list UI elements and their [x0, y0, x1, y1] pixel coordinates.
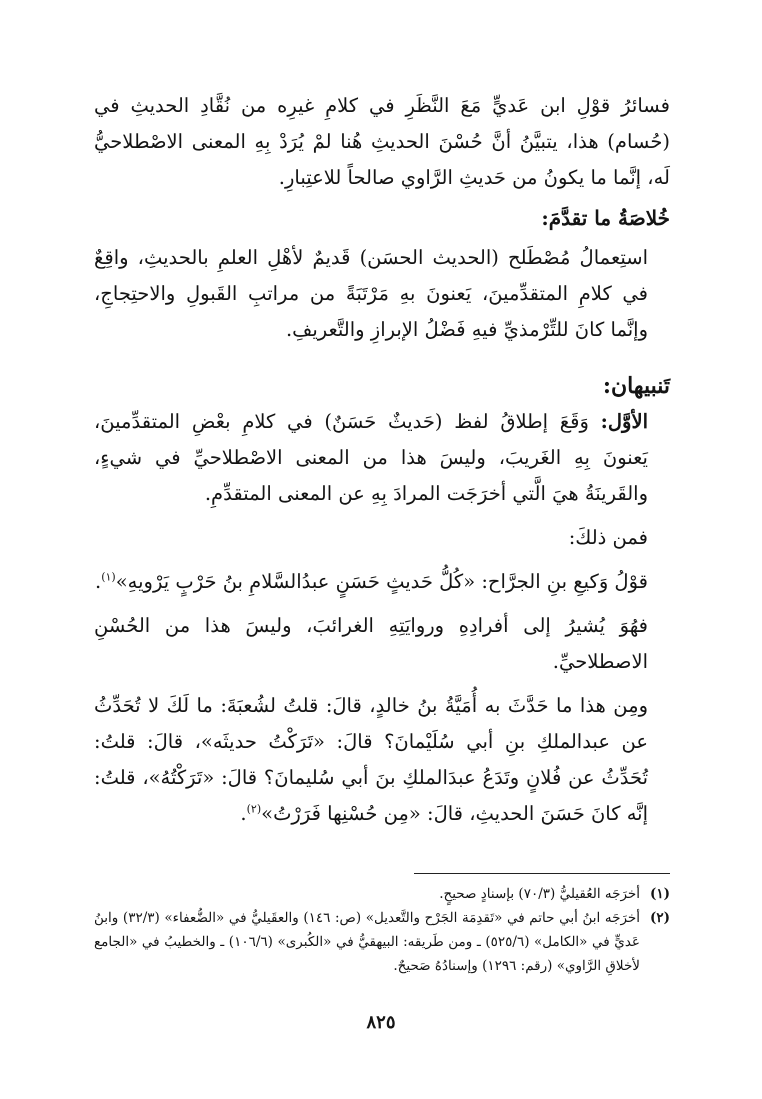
footnote-text: أخرَجَه ابنُ أبي حاتم في «تَقدِمَة الجَرْح والتَّعديل» (ص: ١٤٦) والعقَيليُّ في «الضُّعفاء» (٣٢/٣) وابنُ عَديٍّ في «الكامل» (٥٢٥/٦) ـ ومن طَريقه: البيهقيُّ في «الكُبرى» (١٠٦/٦) ـ والخطيبُ في «الجامع لأخلاقِ الرَّاوي» (رقم: ١٢٩٦) وإسنادُهُ صَحيحٌ.	[94, 910, 640, 974]
waki-quote-paragraph	[94, 564, 670, 600]
first-note-text: وَقَعَ إطلاقُ لفظ (حَديثٌ حَسَنٌ) في كلامِ بعْضِ المتقدِّمينَ، يَعنونَ بِهِ الغَريبَ، وليسَ هذا من المعنى الاصْطلاحيِّ في شيءٍ، والقَرينَةُ هيَ الَّتي أخرَجَت المرادَ بِهِ عن المعنى المتقدِّمِ.	[94, 410, 648, 505]
summary-heading: خُلاصَةُ ما تقدَّمَ:	[541, 206, 670, 230]
first-note-paragraph	[94, 404, 670, 512]
paragraph-1: فسائرُ قوْلِ ابن عَديٍّ مَعَ النَّظَرِ في كلامِ غيرِه من نُقَّادِ الحديثِ في (حُسام) هذا، يتبيَّنُ أنَّ حُسْنَ الحديثِ هُنا لمْ يُرَدْ بِهِ المعنى الاصْطلاحيُّ لَه، إنَّما ما يكونُ من حَديثِ الرَّاوي صالحاً للاعتِبارِ.	[94, 94, 670, 189]
footnotes	[94, 882, 670, 978]
shuba-narration-paragraph	[94, 688, 670, 832]
summary-paragraph: استِعمالُ مُصْطَلح (الحديث الحسَن) قَديمٌ لأهْلِ العلمِ بالحديثِ، واقِعٌ في كلامِ المتقدِّمينَ، يَعنونَ بهِ مَرْتَبَةً من مراتبِ القَبولِ والاحتِجاجِ، وإنَّما كانَ للتِّرْمذيِّ فيهِ فَضْلُ الإبرازِ والتَّعريفِ.	[94, 246, 648, 341]
footnote-1	[94, 882, 670, 906]
footnote-ref-1: (١)	[101, 570, 116, 584]
first-note-label: الأوَّل:	[600, 410, 648, 433]
page-body	[94, 88, 670, 832]
footnote-number: (٢)	[649, 910, 670, 926]
waki-quote-end: .	[95, 570, 102, 593]
shuba-narration-text: ومِن هذا ما حَدَّثَ به أُمَيَّةُ بنُ خالدٍ، قالَ: قلتُ لشُعبَةَ: ما لَكَ لا تُحَدِّثُ عن عبدالملكِ بنِ أبي سُلَيْمانَ؟ قالَ: «تَرَكْتُ حديثَه»، قالَ: قلتُ: تُحَدِّثُ عن فُلانٍ وتَدَعُ عبدَالملكِ بنَ أبي سُليمانَ؟ قالَ: «تَرَكْتُهُ»، قلتُ: إنَّه كانَ حَسَنَ الحديثِ، قالَ: «مِن حُسْنِها فَرَرْتُ»	[94, 694, 648, 825]
waki-quote-text: قوْلُ وَكيعِ بنِ الجرَّاح: «كُلُّ حَديثٍ حَسَنٍ عبدُالسَّلامِ بنُ حَرْبٍ يَرْويهِ»	[115, 570, 648, 593]
page-number: ٨٢٥	[366, 1012, 396, 1033]
footnote-ref-2: (٢)	[246, 802, 262, 816]
footnote-number: (١)	[649, 886, 670, 902]
commentary-paragraph: فهُوَ يُشيرُ إلى أفرادِهِ وروايَتِهِ الغرائبَ، وليسَ هذا من الحُسْنِ الاصطلاحيِّ.	[94, 614, 648, 673]
footnote-text: أخرَجَه العُقيليُّ (٧٠/٣) بإسنادٍ صحيحٍ.	[439, 886, 640, 902]
notes-heading: تَنبيهان:	[602, 373, 670, 399]
examples-intro: فمن ذلكَ:	[568, 526, 648, 549]
shuba-narration-end: .	[240, 802, 247, 825]
footnote-separator	[414, 873, 670, 874]
footnote-2	[94, 906, 670, 978]
